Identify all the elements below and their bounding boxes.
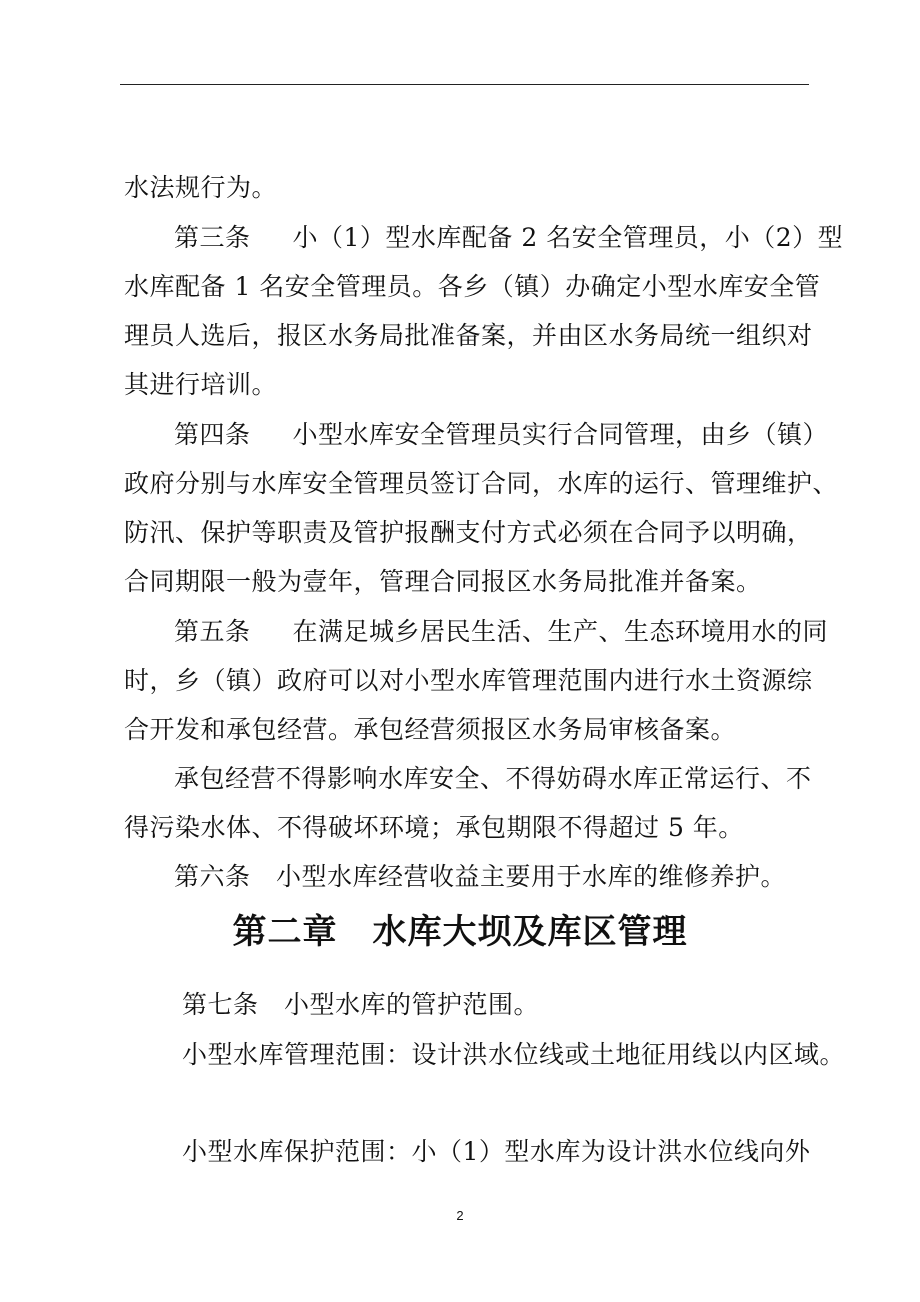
article-text: 在满足城乡居民生活、生产、生态环境用水的同 bbox=[292, 617, 829, 646]
chapter-heading: 第二章 水库大坝及库区管理 bbox=[232, 912, 688, 952]
article-4-first-line bbox=[174, 420, 828, 450]
article-label: 第五条 bbox=[174, 617, 251, 646]
paragraph-line: 承包经营不得影响水库安全、不得妨碍水库正常运行、不 bbox=[174, 764, 812, 793]
paragraph-line: 政府分别与水库安全管理员签订合同，水库的运行、管理维护、 bbox=[124, 469, 839, 498]
paragraph-line: 合开发和承包经营。承包经营须报区水务局审核备案。 bbox=[124, 715, 737, 744]
header-rule bbox=[120, 84, 809, 85]
article-6-line: 第六条 小型水库经营收益主要用于水库的维修养护。 bbox=[174, 862, 787, 891]
paragraph-line: 其进行培训。 bbox=[124, 370, 278, 399]
article-label: 第四条 bbox=[174, 420, 251, 449]
paragraph-line: 得污染水体、不得破坏环境；承包期限不得超过 5 年。 bbox=[124, 813, 744, 842]
article-5-first-line bbox=[174, 617, 828, 647]
article-label: 第三条 bbox=[174, 223, 251, 252]
article-text: 小（1）型水库配备 2 名安全管理员，小（2）型 bbox=[292, 223, 844, 252]
paragraph-line: 水法规行为。 bbox=[124, 173, 278, 202]
paragraph-line: 合同期限一般为壹年，管理合同报区水务局批准并备案。 bbox=[124, 567, 762, 596]
paragraph-line: 小型水库管理范围：设计洪水位线或土地征用线以内区域。 bbox=[182, 1040, 846, 1069]
paragraph-line: 水库配备 1 名安全管理员。各乡（镇）办确定小型水库安全管 bbox=[124, 272, 821, 301]
article-7-line: 第七条 小型水库的管护范围。 bbox=[182, 990, 540, 1019]
paragraph-line: 时，乡（镇）政府可以对小型水库管理范围内进行水土资源综 bbox=[124, 666, 813, 695]
page-number: 2 bbox=[456, 1208, 464, 1223]
paragraph-line: 小型水库保护范围：小（1）型水库为设计洪水位线向外 bbox=[182, 1137, 811, 1166]
article-text: 小型水库安全管理员实行合同管理，由乡（镇） bbox=[292, 420, 829, 449]
paragraph-line: 理员人选后，报区水务局批准备案，并由区水务局统一组织对 bbox=[124, 321, 813, 350]
paragraph-line: 防汛、保护等职责及管护报酬支付方式必须在合同予以明确， bbox=[124, 518, 813, 547]
article-3-first-line bbox=[174, 223, 843, 253]
